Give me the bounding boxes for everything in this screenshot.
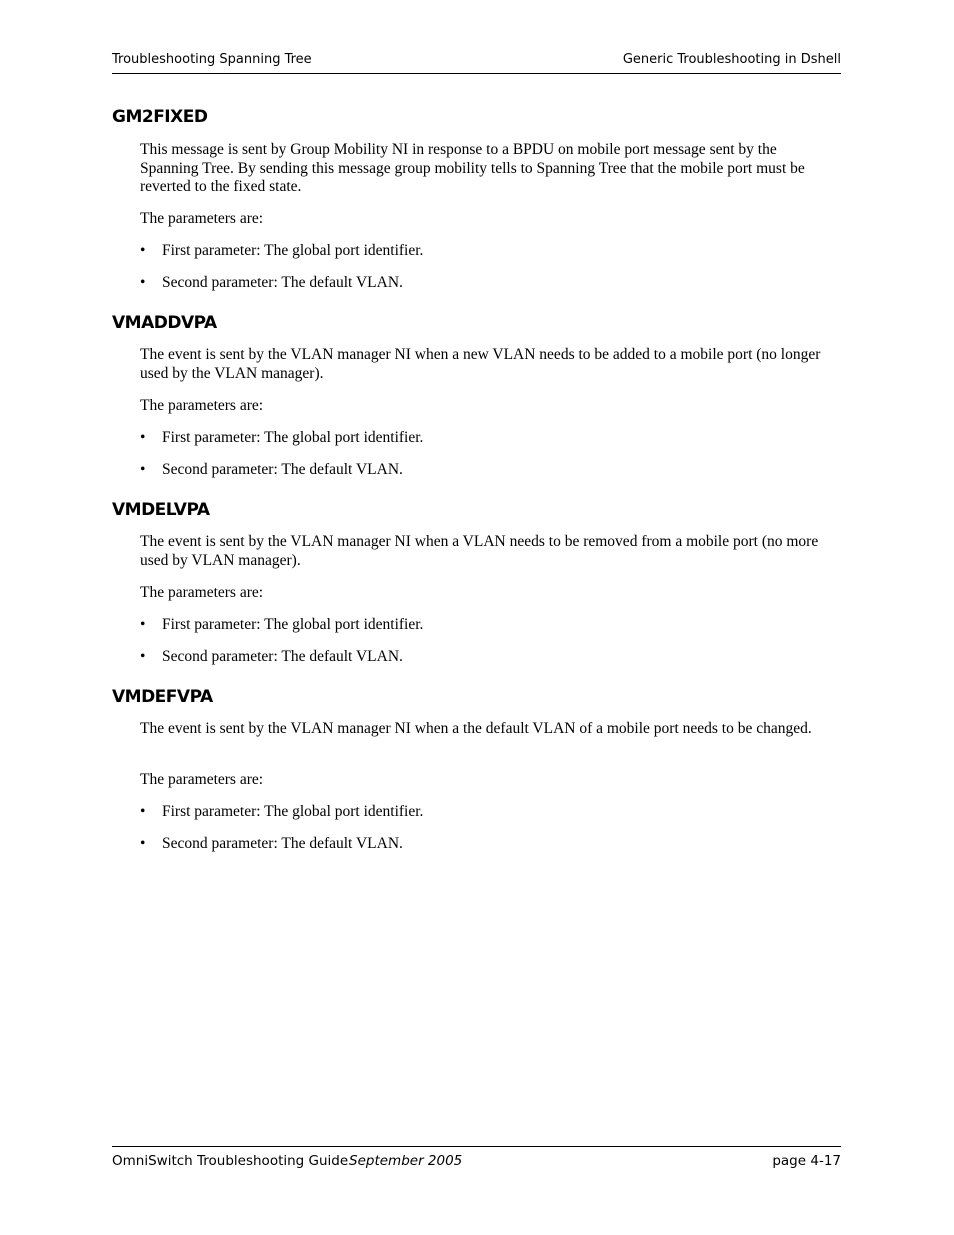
running-header (112, 51, 841, 74)
bullet-icon: • (140, 648, 146, 665)
parameters-intro: The parameters are: (140, 584, 264, 601)
section-description: The event is sent by the VLAN manager NI when a the default VLAN of a mobile port needs to be changed. (140, 720, 812, 737)
section-description: This message is sent by Group Mobility NI in response to a BPDU on mobile port message sent by the Spanning Tree. By sending this message group mobility tells to Spanning Tree that the mobile port must be reverted to the fixed state. (140, 141, 805, 195)
section-description: The event is sent by the VLAN manager NI when a new VLAN needs to be added to a mobile port (no longer used by the VLAN manager). (140, 346, 821, 382)
bullet-icon: • (140, 803, 146, 820)
footer-guide-title: OmniSwitch Troubleshooting Guide (112, 1153, 349, 1169)
section-heading-vmdelvpa: VMDELVPA (112, 500, 210, 520)
section-heading-vmaddvpa: VMADDVPA (112, 313, 217, 333)
footer-date: September 2005 (349, 1153, 463, 1169)
page-number: page 4-17 (772, 1153, 841, 1169)
section-heading-gm2fixed: GM2FIXED (112, 107, 208, 127)
list-item-text: First parameter: The global port identifier. (162, 429, 424, 446)
list-item-text: First parameter: The global port identifier. (162, 803, 424, 820)
section-description: The event is sent by the VLAN manager NI when a VLAN needs to be removed from a mobile port (no more used by VLAN manager). (140, 533, 819, 569)
bullet-icon: • (140, 274, 146, 291)
parameters-intro: The parameters are: (140, 397, 264, 414)
bullet-icon: • (140, 429, 146, 446)
list-item-text: Second parameter: The default VLAN. (162, 648, 403, 665)
bullet-icon: • (140, 461, 146, 478)
list-item-text: Second parameter: The default VLAN. (162, 274, 403, 291)
list-item-text: First parameter: The global port identifier. (162, 616, 424, 633)
header-chapter-title: Troubleshooting Spanning Tree (112, 52, 312, 67)
running-footer (112, 1146, 841, 1171)
list-item-text: Second parameter: The default VLAN. (162, 461, 403, 478)
parameters-intro: The parameters are: (140, 771, 264, 788)
header-section-title: Generic Troubleshooting in Dshell (622, 52, 841, 67)
parameters-intro: The parameters are: (140, 210, 264, 227)
section-heading-vmdefvpa: VMDEFVPA (112, 687, 213, 707)
list-item-text: Second parameter: The default VLAN. (162, 835, 403, 852)
bullet-icon: • (140, 616, 146, 633)
bullet-icon: • (140, 835, 146, 852)
list-item-text: First parameter: The global port identifier. (162, 242, 424, 259)
bullet-icon: • (140, 242, 146, 259)
